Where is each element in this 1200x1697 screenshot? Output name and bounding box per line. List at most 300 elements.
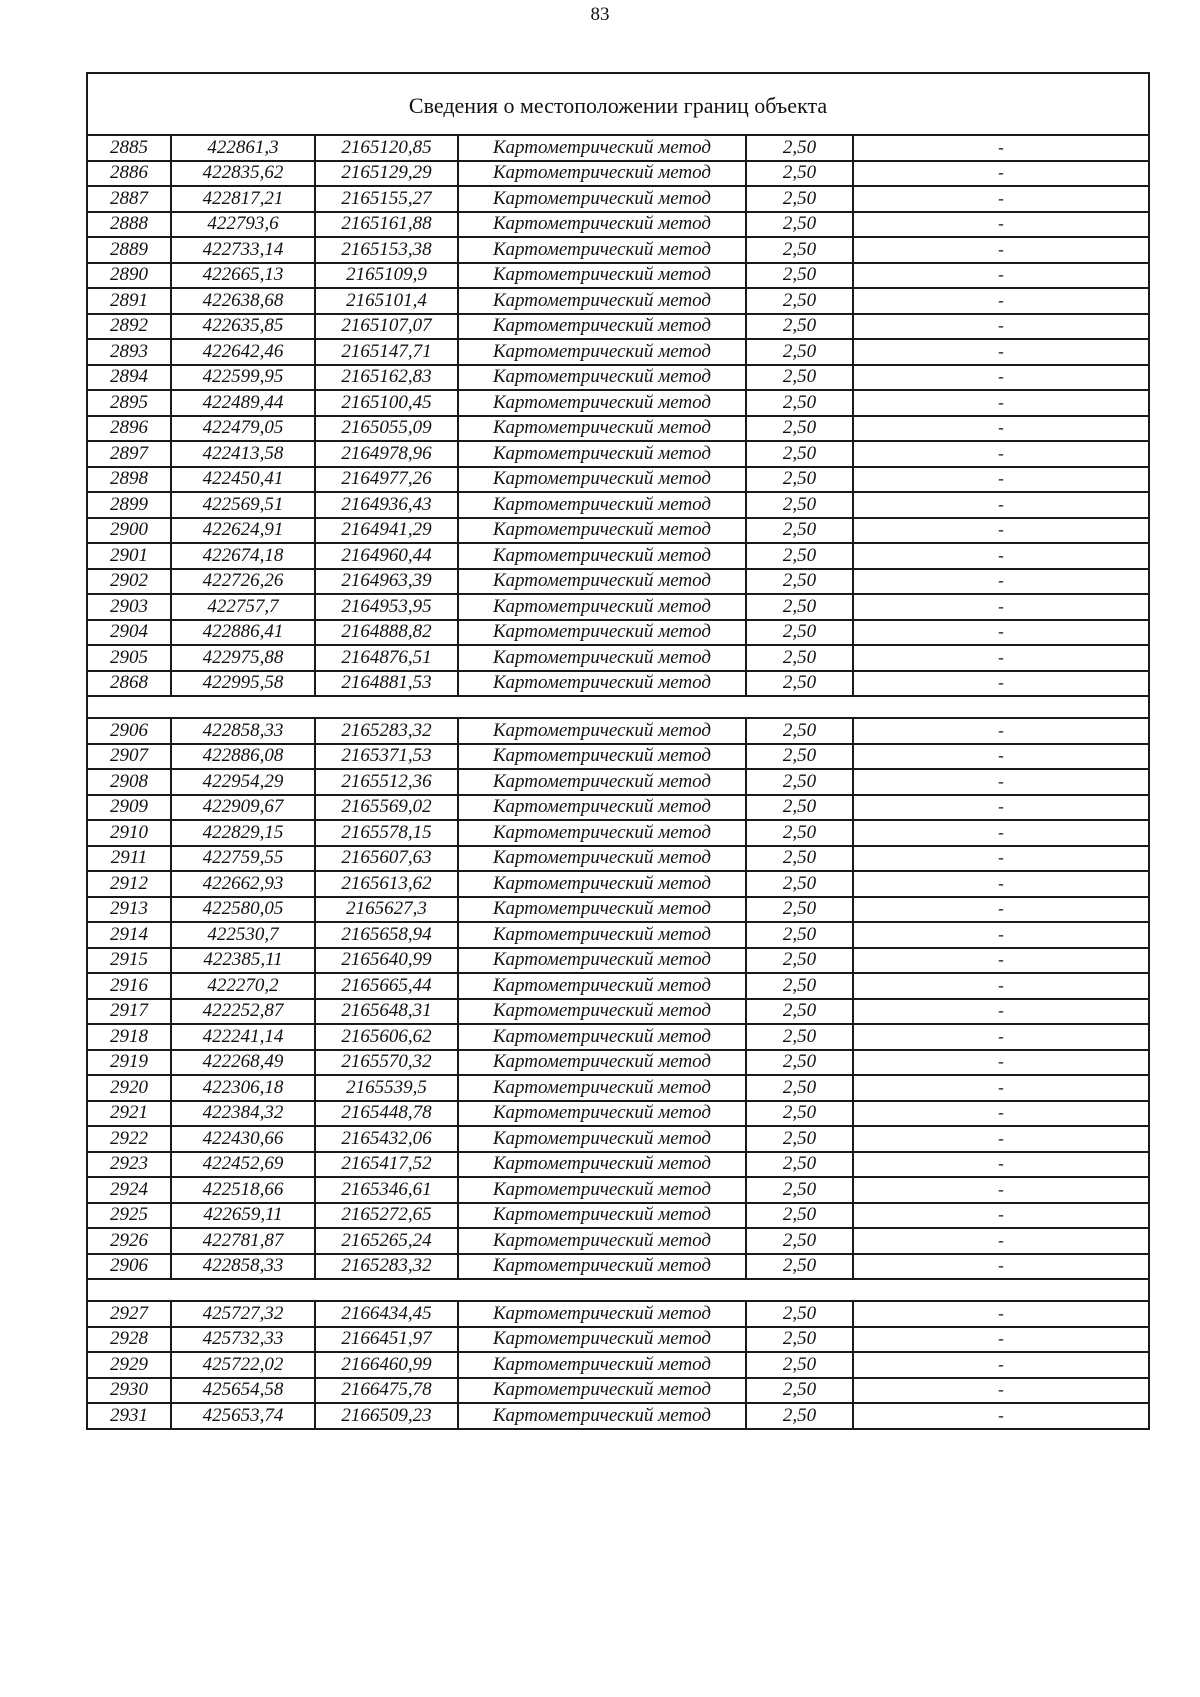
table-row <box>87 973 1149 999</box>
point-number-cell: 2887 <box>87 186 171 212</box>
method-cell: Картометрический метод <box>458 492 746 518</box>
x-coordinate-cell: 422638,68 <box>171 288 315 314</box>
point-number-cell: 2897 <box>87 441 171 467</box>
point-number-cell: 2892 <box>87 314 171 340</box>
table-title: Сведения о местоположении границ объекта <box>87 73 1149 135</box>
contour-separator-row <box>87 1279 1149 1301</box>
point-number-cell: 2896 <box>87 416 171 442</box>
x-coordinate-cell: 422817,21 <box>171 186 315 212</box>
method-cell: Картометрический метод <box>458 212 746 238</box>
accuracy-cell: 2,50 <box>746 744 853 770</box>
y-coordinate-cell: 2165101,4 <box>315 288 458 314</box>
accuracy-cell: 2,50 <box>746 1152 853 1178</box>
method-cell: Картометрический метод <box>458 820 746 846</box>
description-cell: - <box>853 161 1149 187</box>
y-coordinate-cell: 2165161,88 <box>315 212 458 238</box>
point-number-cell: 2917 <box>87 999 171 1025</box>
method-cell: Картометрический метод <box>458 569 746 595</box>
description-cell: - <box>853 365 1149 391</box>
table-row <box>87 186 1149 212</box>
table-row <box>87 871 1149 897</box>
y-coordinate-cell: 2165100,45 <box>315 390 458 416</box>
description-cell: - <box>853 846 1149 872</box>
point-number-cell: 2923 <box>87 1152 171 1178</box>
description-cell: - <box>853 416 1149 442</box>
table-row <box>87 820 1149 846</box>
y-coordinate-cell: 2164876,51 <box>315 645 458 671</box>
accuracy-cell: 2,50 <box>746 288 853 314</box>
y-coordinate-cell: 2165055,09 <box>315 416 458 442</box>
method-cell: Картометрический метод <box>458 135 746 161</box>
description-cell: - <box>853 1254 1149 1280</box>
accuracy-cell: 2,50 <box>746 846 853 872</box>
method-cell: Картометрический метод <box>458 795 746 821</box>
table-row <box>87 569 1149 595</box>
x-coordinate-cell: 422662,93 <box>171 871 315 897</box>
point-number-cell: 2931 <box>87 1403 171 1429</box>
point-number-cell: 2895 <box>87 390 171 416</box>
contour-separator-cell <box>87 1279 1149 1301</box>
point-number-cell: 2899 <box>87 492 171 518</box>
x-coordinate-cell: 422384,32 <box>171 1101 315 1127</box>
point-number-cell: 2930 <box>87 1378 171 1404</box>
accuracy-cell: 2,50 <box>746 1254 853 1280</box>
accuracy-cell: 2,50 <box>746 543 853 569</box>
accuracy-cell: 2,50 <box>746 1203 853 1229</box>
point-number-cell: 2916 <box>87 973 171 999</box>
y-coordinate-cell: 2164978,96 <box>315 441 458 467</box>
method-cell: Картометрический метод <box>458 973 746 999</box>
table-row <box>87 135 1149 161</box>
description-cell: - <box>853 1024 1149 1050</box>
accuracy-cell: 2,50 <box>746 922 853 948</box>
method-cell: Картометрический метод <box>458 441 746 467</box>
point-number-cell: 2902 <box>87 569 171 595</box>
table-row <box>87 1403 1149 1429</box>
y-coordinate-cell: 2166460,99 <box>315 1352 458 1378</box>
x-coordinate-cell: 422995,58 <box>171 671 315 697</box>
point-number-cell: 2898 <box>87 467 171 493</box>
page-number: 83 <box>590 4 610 25</box>
x-coordinate-cell: 422306,18 <box>171 1075 315 1101</box>
point-number-cell: 2900 <box>87 518 171 544</box>
y-coordinate-cell: 2165283,32 <box>315 718 458 744</box>
table-row <box>87 1378 1149 1404</box>
accuracy-cell: 2,50 <box>746 645 853 671</box>
boundary-coordinates-table <box>86 72 1150 1430</box>
y-coordinate-cell: 2165265,24 <box>315 1228 458 1254</box>
x-coordinate-cell: 422385,11 <box>171 948 315 974</box>
point-number-cell: 2914 <box>87 922 171 948</box>
y-coordinate-cell: 2165346,61 <box>315 1177 458 1203</box>
point-number-cell: 2913 <box>87 897 171 923</box>
table-row <box>87 1024 1149 1050</box>
accuracy-cell: 2,50 <box>746 718 853 744</box>
method-cell: Картометрический метод <box>458 645 746 671</box>
description-cell: - <box>853 999 1149 1025</box>
table-row <box>87 999 1149 1025</box>
method-cell: Картометрический метод <box>458 594 746 620</box>
method-cell: Картометрический метод <box>458 1327 746 1353</box>
accuracy-cell: 2,50 <box>746 1301 853 1327</box>
y-coordinate-cell: 2164936,43 <box>315 492 458 518</box>
table-row <box>87 769 1149 795</box>
y-coordinate-cell: 2165153,38 <box>315 237 458 263</box>
method-cell: Картометрический метод <box>458 1075 746 1101</box>
description-cell: - <box>853 1177 1149 1203</box>
y-coordinate-cell: 2165512,36 <box>315 769 458 795</box>
table-row <box>87 744 1149 770</box>
method-cell: Картометрический метод <box>458 1101 746 1127</box>
y-coordinate-cell: 2165272,65 <box>315 1203 458 1229</box>
point-number-cell: 2906 <box>87 1254 171 1280</box>
y-coordinate-cell: 2165606,62 <box>315 1024 458 1050</box>
method-cell: Картометрический метод <box>458 365 746 391</box>
accuracy-cell: 2,50 <box>746 569 853 595</box>
description-cell: - <box>853 1403 1149 1429</box>
method-cell: Картометрический метод <box>458 1177 746 1203</box>
method-cell: Картометрический метод <box>458 314 746 340</box>
point-number-cell: 2926 <box>87 1228 171 1254</box>
point-number-cell: 2921 <box>87 1101 171 1127</box>
y-coordinate-cell: 2165640,99 <box>315 948 458 974</box>
y-coordinate-cell: 2165569,02 <box>315 795 458 821</box>
accuracy-cell: 2,50 <box>746 1075 853 1101</box>
description-cell: - <box>853 718 1149 744</box>
method-cell: Картометрический метод <box>458 1378 746 1404</box>
y-coordinate-cell: 2165613,62 <box>315 871 458 897</box>
method-cell: Картометрический метод <box>458 897 746 923</box>
method-cell: Картометрический метод <box>458 186 746 212</box>
method-cell: Картометрический метод <box>458 769 746 795</box>
y-coordinate-cell: 2165283,32 <box>315 1254 458 1280</box>
table-row <box>87 467 1149 493</box>
x-coordinate-cell: 422858,33 <box>171 718 315 744</box>
point-number-cell: 2894 <box>87 365 171 391</box>
accuracy-cell: 2,50 <box>746 1024 853 1050</box>
table-row <box>87 645 1149 671</box>
y-coordinate-cell: 2164881,53 <box>315 671 458 697</box>
table-row <box>87 1177 1149 1203</box>
table-row <box>87 948 1149 974</box>
table-row <box>87 237 1149 263</box>
description-cell: - <box>853 1301 1149 1327</box>
point-number-cell: 2889 <box>87 237 171 263</box>
x-coordinate-cell: 422413,58 <box>171 441 315 467</box>
accuracy-cell: 2,50 <box>746 671 853 697</box>
table-row <box>87 1228 1149 1254</box>
accuracy-cell: 2,50 <box>746 518 853 544</box>
table-row <box>87 594 1149 620</box>
contour-separator-row <box>87 696 1149 718</box>
method-cell: Картометрический метод <box>458 922 746 948</box>
description-cell: - <box>853 594 1149 620</box>
method-cell: Картометрический метод <box>458 999 746 1025</box>
point-number-cell: 2901 <box>87 543 171 569</box>
accuracy-cell: 2,50 <box>746 999 853 1025</box>
accuracy-cell: 2,50 <box>746 1101 853 1127</box>
table-row <box>87 390 1149 416</box>
y-coordinate-cell: 2166475,78 <box>315 1378 458 1404</box>
method-cell: Картометрический метод <box>458 846 746 872</box>
accuracy-cell: 2,50 <box>746 1403 853 1429</box>
table-row <box>87 897 1149 923</box>
accuracy-cell: 2,50 <box>746 263 853 289</box>
y-coordinate-cell: 2165607,63 <box>315 846 458 872</box>
description-cell: - <box>853 769 1149 795</box>
table-row <box>87 718 1149 744</box>
y-coordinate-cell: 2165162,83 <box>315 365 458 391</box>
y-coordinate-cell: 2165129,29 <box>315 161 458 187</box>
table-row <box>87 922 1149 948</box>
y-coordinate-cell: 2165627,3 <box>315 897 458 923</box>
accuracy-cell: 2,50 <box>746 416 853 442</box>
table-row <box>87 543 1149 569</box>
table-row <box>87 212 1149 238</box>
x-coordinate-cell: 422635,85 <box>171 314 315 340</box>
description-cell: - <box>853 897 1149 923</box>
accuracy-cell: 2,50 <box>746 212 853 238</box>
x-coordinate-cell: 422781,87 <box>171 1228 315 1254</box>
description-cell: - <box>853 314 1149 340</box>
point-number-cell: 2929 <box>87 1352 171 1378</box>
x-coordinate-cell: 422241,14 <box>171 1024 315 1050</box>
table-row <box>87 263 1149 289</box>
table-row <box>87 671 1149 697</box>
accuracy-cell: 2,50 <box>746 1352 853 1378</box>
description-cell: - <box>853 973 1149 999</box>
description-cell: - <box>853 441 1149 467</box>
description-cell: - <box>853 1075 1149 1101</box>
x-coordinate-cell: 422580,05 <box>171 897 315 923</box>
x-coordinate-cell: 425653,74 <box>171 1403 315 1429</box>
description-cell: - <box>853 1101 1149 1127</box>
description-cell: - <box>853 237 1149 263</box>
y-coordinate-cell: 2165665,44 <box>315 973 458 999</box>
point-number-cell: 2890 <box>87 263 171 289</box>
y-coordinate-cell: 2165107,07 <box>315 314 458 340</box>
description-cell: - <box>853 795 1149 821</box>
method-cell: Картометрический метод <box>458 1050 746 1076</box>
x-coordinate-cell: 422793,6 <box>171 212 315 238</box>
point-number-cell: 2903 <box>87 594 171 620</box>
table-row <box>87 795 1149 821</box>
table-row <box>87 288 1149 314</box>
y-coordinate-cell: 2165371,53 <box>315 744 458 770</box>
accuracy-cell: 2,50 <box>746 314 853 340</box>
accuracy-cell: 2,50 <box>746 365 853 391</box>
method-cell: Картометрический метод <box>458 1254 746 1280</box>
accuracy-cell: 2,50 <box>746 1327 853 1353</box>
accuracy-cell: 2,50 <box>746 769 853 795</box>
description-cell: - <box>853 1378 1149 1404</box>
description-cell: - <box>853 1050 1149 1076</box>
table-title-row <box>87 73 1149 135</box>
accuracy-cell: 2,50 <box>746 441 853 467</box>
x-coordinate-cell: 422569,51 <box>171 492 315 518</box>
description-cell: - <box>853 1352 1149 1378</box>
y-coordinate-cell: 2165448,78 <box>315 1101 458 1127</box>
point-number-cell: 2885 <box>87 135 171 161</box>
description-cell: - <box>853 1152 1149 1178</box>
x-coordinate-cell: 425732,33 <box>171 1327 315 1353</box>
method-cell: Картометрический метод <box>458 543 746 569</box>
x-coordinate-cell: 422659,11 <box>171 1203 315 1229</box>
accuracy-cell: 2,50 <box>746 186 853 212</box>
method-cell: Картометрический метод <box>458 718 746 744</box>
point-number-cell: 2888 <box>87 212 171 238</box>
accuracy-cell: 2,50 <box>746 594 853 620</box>
point-number-cell: 2912 <box>87 871 171 897</box>
accuracy-cell: 2,50 <box>746 820 853 846</box>
description-cell: - <box>853 1126 1149 1152</box>
description-cell: - <box>853 671 1149 697</box>
x-coordinate-cell: 422270,2 <box>171 973 315 999</box>
x-coordinate-cell: 422757,7 <box>171 594 315 620</box>
x-coordinate-cell: 422733,14 <box>171 237 315 263</box>
table-row <box>87 314 1149 340</box>
table-row <box>87 1254 1149 1280</box>
y-coordinate-cell: 2164888,82 <box>315 620 458 646</box>
method-cell: Картометрический метод <box>458 518 746 544</box>
table-row <box>87 416 1149 442</box>
description-cell: - <box>853 569 1149 595</box>
description-cell: - <box>853 871 1149 897</box>
accuracy-cell: 2,50 <box>746 1126 853 1152</box>
point-number-cell: 2906 <box>87 718 171 744</box>
point-number-cell: 2909 <box>87 795 171 821</box>
y-coordinate-cell: 2165155,27 <box>315 186 458 212</box>
method-cell: Картометрический метод <box>458 237 746 263</box>
method-cell: Картометрический метод <box>458 671 746 697</box>
x-coordinate-cell: 422530,7 <box>171 922 315 948</box>
x-coordinate-cell: 422835,62 <box>171 161 315 187</box>
description-cell: - <box>853 518 1149 544</box>
x-coordinate-cell: 425654,58 <box>171 1378 315 1404</box>
method-cell: Картометрический метод <box>458 390 746 416</box>
table-row <box>87 1101 1149 1127</box>
accuracy-cell: 2,50 <box>746 492 853 518</box>
x-coordinate-cell: 422642,46 <box>171 339 315 365</box>
method-cell: Картометрический метод <box>458 1352 746 1378</box>
point-number-cell: 2908 <box>87 769 171 795</box>
point-number-cell: 2891 <box>87 288 171 314</box>
table-row <box>87 620 1149 646</box>
accuracy-cell: 2,50 <box>746 1228 853 1254</box>
point-number-cell: 2924 <box>87 1177 171 1203</box>
point-number-cell: 2918 <box>87 1024 171 1050</box>
x-coordinate-cell: 422665,13 <box>171 263 315 289</box>
method-cell: Картометрический метод <box>458 1301 746 1327</box>
table-row <box>87 846 1149 872</box>
accuracy-cell: 2,50 <box>746 1177 853 1203</box>
method-cell: Картометрический метод <box>458 416 746 442</box>
description-cell: - <box>853 339 1149 365</box>
x-coordinate-cell: 422489,44 <box>171 390 315 416</box>
description-cell: - <box>853 135 1149 161</box>
y-coordinate-cell: 2164953,95 <box>315 594 458 620</box>
point-number-cell: 2886 <box>87 161 171 187</box>
point-number-cell: 2927 <box>87 1301 171 1327</box>
x-coordinate-cell: 422858,33 <box>171 1254 315 1280</box>
point-number-cell: 2920 <box>87 1075 171 1101</box>
x-coordinate-cell: 422452,69 <box>171 1152 315 1178</box>
x-coordinate-cell: 422975,88 <box>171 645 315 671</box>
accuracy-cell: 2,50 <box>746 871 853 897</box>
y-coordinate-cell: 2165570,32 <box>315 1050 458 1076</box>
x-coordinate-cell: 422674,18 <box>171 543 315 569</box>
x-coordinate-cell: 422624,91 <box>171 518 315 544</box>
table-row <box>87 1050 1149 1076</box>
accuracy-cell: 2,50 <box>746 237 853 263</box>
method-cell: Картометрический метод <box>458 1126 746 1152</box>
y-coordinate-cell: 2164977,26 <box>315 467 458 493</box>
table-row <box>87 492 1149 518</box>
x-coordinate-cell: 425727,32 <box>171 1301 315 1327</box>
description-cell: - <box>853 263 1149 289</box>
point-number-cell: 2911 <box>87 846 171 872</box>
point-number-cell: 2907 <box>87 744 171 770</box>
description-cell: - <box>853 467 1149 493</box>
description-cell: - <box>853 1228 1149 1254</box>
x-coordinate-cell: 422518,66 <box>171 1177 315 1203</box>
table-row <box>87 365 1149 391</box>
y-coordinate-cell: 2165120,85 <box>315 135 458 161</box>
point-number-cell: 2868 <box>87 671 171 697</box>
accuracy-cell: 2,50 <box>746 795 853 821</box>
table-row <box>87 1327 1149 1353</box>
x-coordinate-cell: 422954,29 <box>171 769 315 795</box>
y-coordinate-cell: 2166451,97 <box>315 1327 458 1353</box>
method-cell: Картометрический метод <box>458 948 746 974</box>
point-number-cell: 2905 <box>87 645 171 671</box>
y-coordinate-cell: 2165648,31 <box>315 999 458 1025</box>
x-coordinate-cell: 422252,87 <box>171 999 315 1025</box>
method-cell: Картометрический метод <box>458 467 746 493</box>
accuracy-cell: 2,50 <box>746 620 853 646</box>
accuracy-cell: 2,50 <box>746 948 853 974</box>
y-coordinate-cell: 2165578,15 <box>315 820 458 846</box>
y-coordinate-cell: 2165147,71 <box>315 339 458 365</box>
method-cell: Картометрический метод <box>458 744 746 770</box>
y-coordinate-cell: 2164963,39 <box>315 569 458 595</box>
description-cell: - <box>853 212 1149 238</box>
point-number-cell: 2910 <box>87 820 171 846</box>
point-number-cell: 2928 <box>87 1327 171 1353</box>
accuracy-cell: 2,50 <box>746 135 853 161</box>
accuracy-cell: 2,50 <box>746 1050 853 1076</box>
point-number-cell: 2915 <box>87 948 171 974</box>
y-coordinate-cell: 2165658,94 <box>315 922 458 948</box>
description-cell: - <box>853 645 1149 671</box>
y-coordinate-cell: 2165432,06 <box>315 1126 458 1152</box>
x-coordinate-cell: 422909,67 <box>171 795 315 821</box>
description-cell: - <box>853 186 1149 212</box>
point-number-cell: 2904 <box>87 620 171 646</box>
method-cell: Картометрический метод <box>458 263 746 289</box>
accuracy-cell: 2,50 <box>746 161 853 187</box>
x-coordinate-cell: 422268,49 <box>171 1050 315 1076</box>
description-cell: - <box>853 820 1149 846</box>
y-coordinate-cell: 2166434,45 <box>315 1301 458 1327</box>
accuracy-cell: 2,50 <box>746 973 853 999</box>
x-coordinate-cell: 422759,55 <box>171 846 315 872</box>
description-cell: - <box>853 620 1149 646</box>
table-row <box>87 441 1149 467</box>
table-row <box>87 1126 1149 1152</box>
x-coordinate-cell: 422430,66 <box>171 1126 315 1152</box>
point-number-cell: 2922 <box>87 1126 171 1152</box>
